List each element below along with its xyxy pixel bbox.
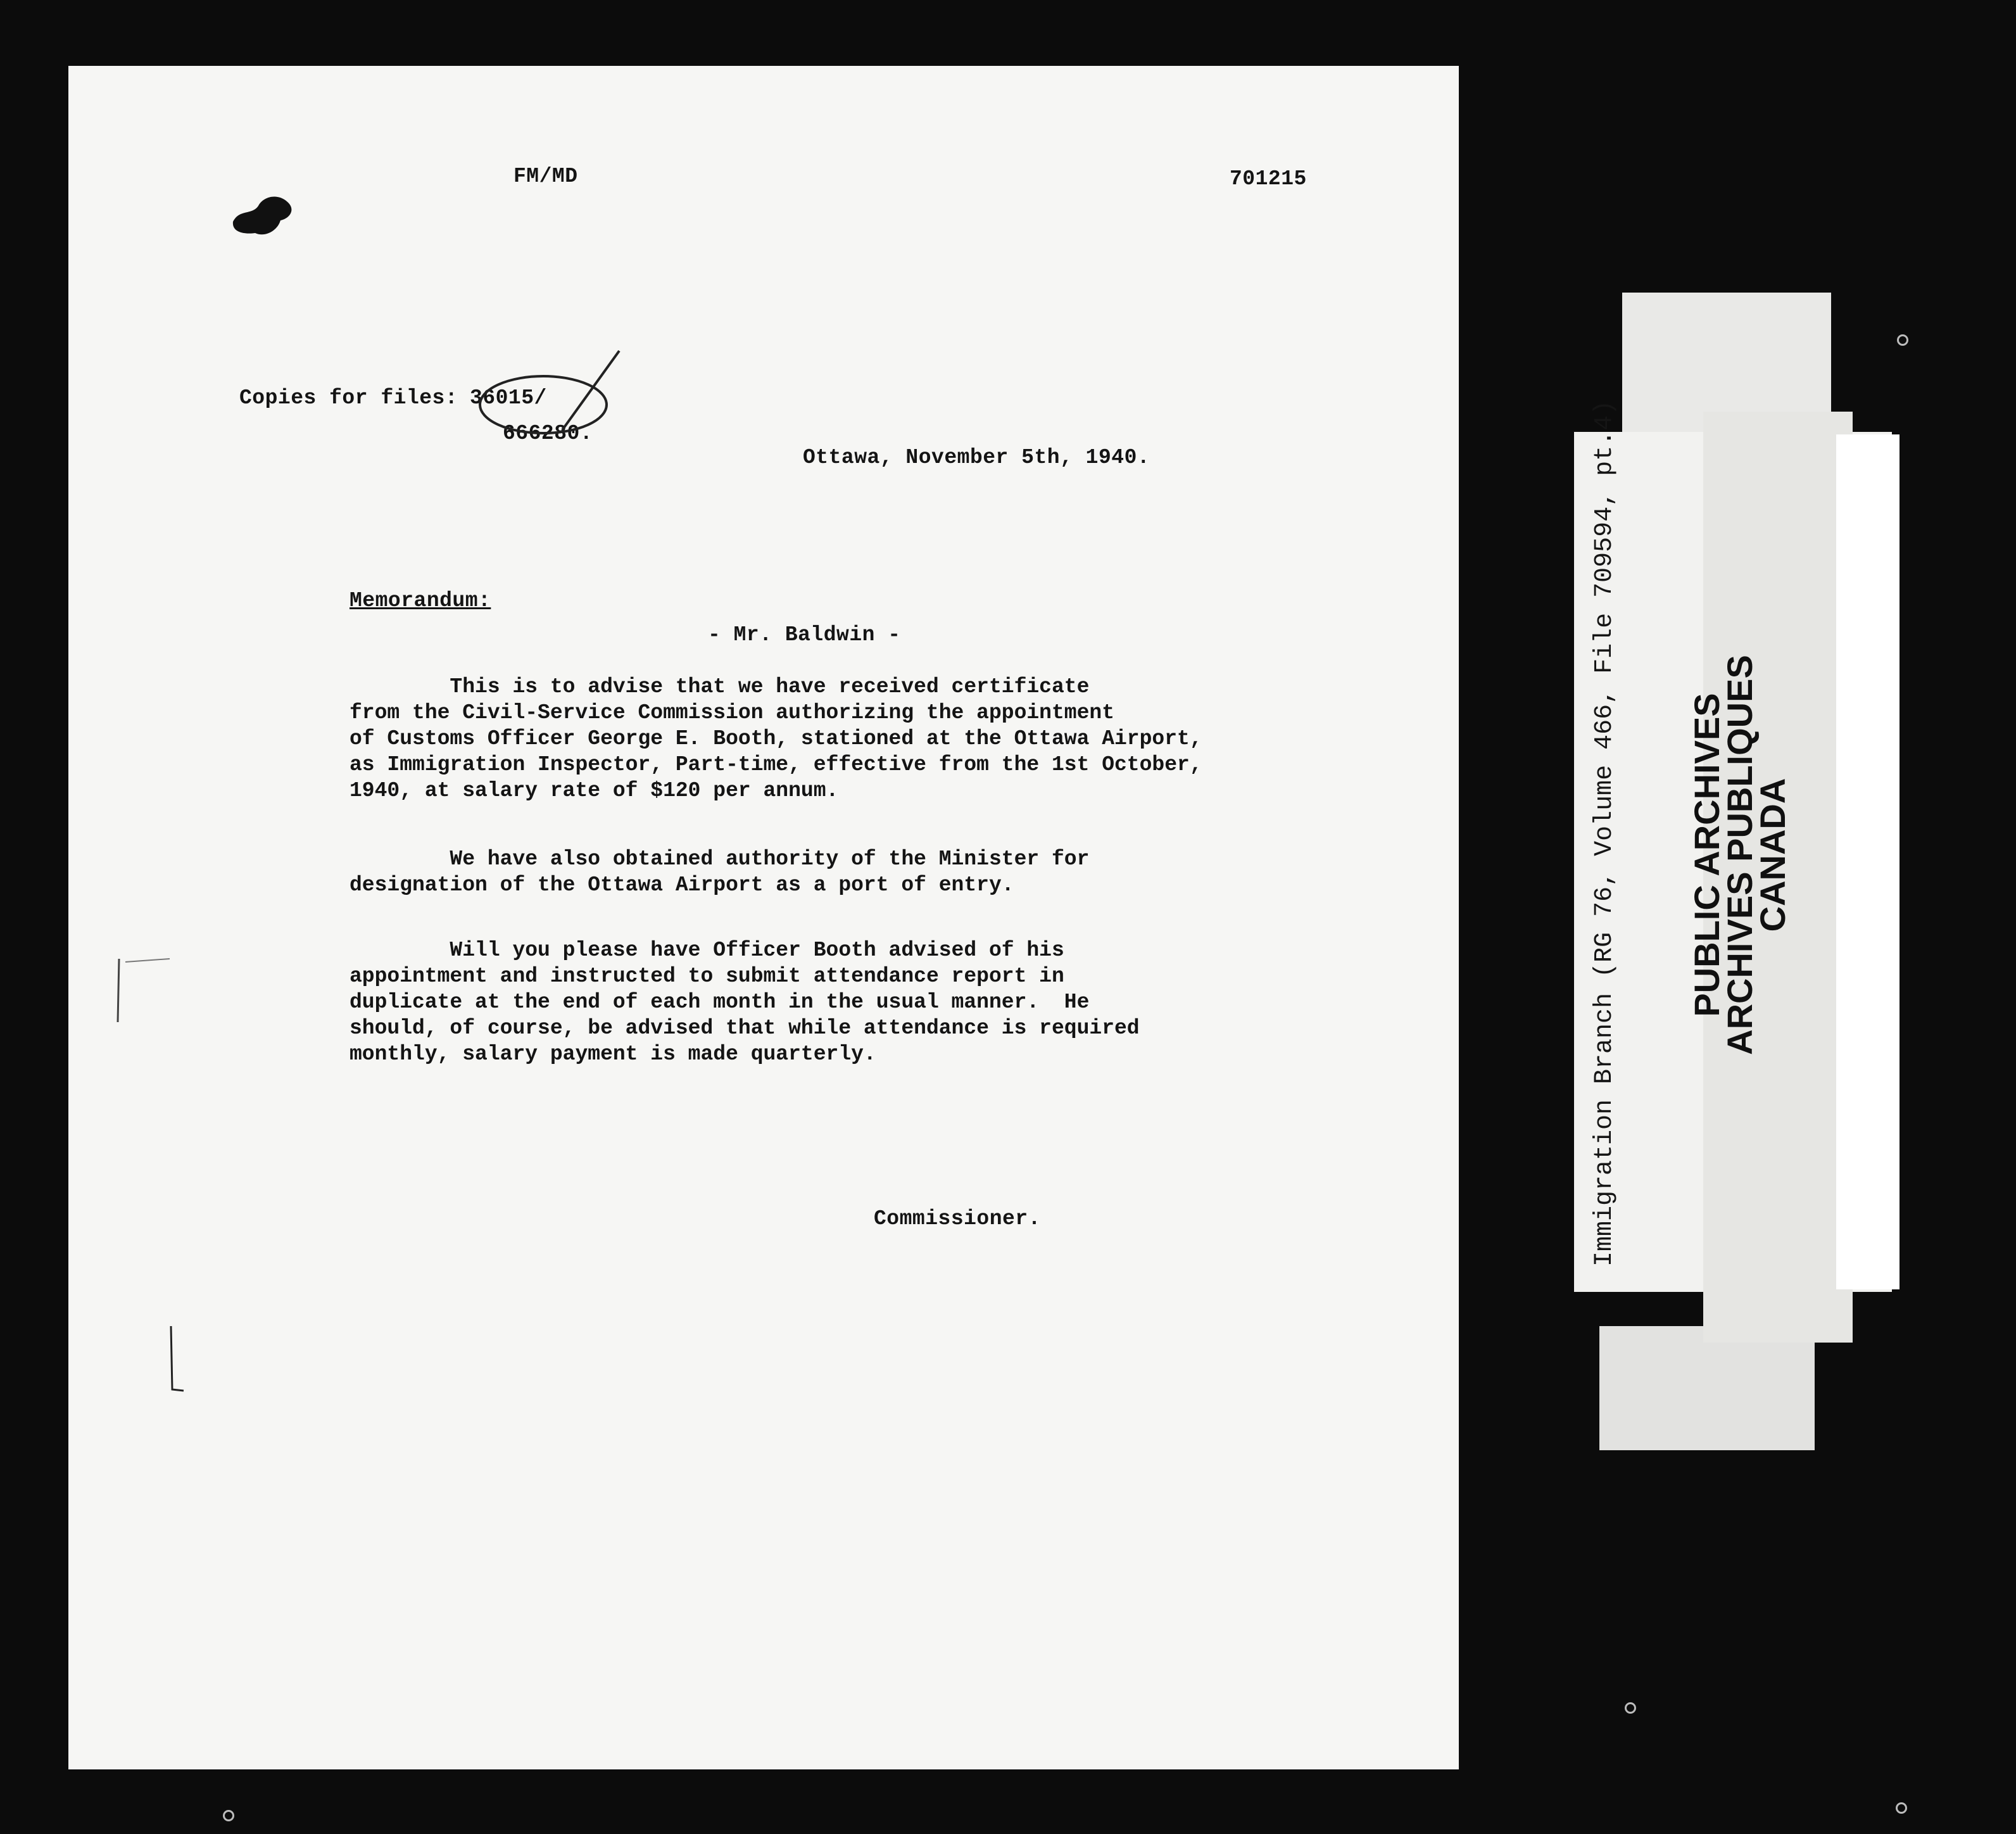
archive-reference-text: Immigration Branch (RG 76, Volume 466, File 709594, pt.4) xyxy=(1591,400,1619,1267)
film-dust-dot xyxy=(1625,1702,1636,1714)
copies-file-number-1: 36015/ xyxy=(470,386,547,410)
handwritten-circle-mark xyxy=(467,345,765,477)
margin-pencil-mark xyxy=(106,933,182,1028)
signature-commissioner: Commissioner. xyxy=(874,1207,1041,1230)
label-tab-bottom xyxy=(1599,1326,1815,1450)
ink-blot-mark xyxy=(227,184,303,241)
header-initials: FM/MD xyxy=(513,165,578,188)
stamp-line-3: CANADA xyxy=(1753,778,1792,932)
stamp-line-2: ARCHIVES PUBLIQUES xyxy=(1720,655,1760,1055)
date-line: Ottawa, November 5th, 1940. xyxy=(803,446,1150,469)
memorandum-heading: Memorandum: xyxy=(350,589,491,612)
stamp-line-1: PUBLIC ARCHIVES xyxy=(1687,693,1727,1017)
copies-for-files-label: Copies for files: xyxy=(239,386,458,410)
film-dust-dot xyxy=(223,1810,234,1821)
copies-file-number-2: 666280. xyxy=(503,422,593,445)
memo-page xyxy=(68,66,1459,1769)
archive-label-glow xyxy=(1836,434,1899,1289)
film-dust-dot xyxy=(1897,334,1908,346)
paragraph-certificate: This is to advise that we have received certificate from the Civil-Service Commission authorizing the appointment of Customs Officer George E. Booth, stationed at the Ottawa Airport, as Immigration Inspector, Part-time, effective from the 1st October, 1940, at salary rate of $120 per annum. xyxy=(350,675,1202,802)
addressee-line: - Mr. Baldwin - xyxy=(708,623,901,647)
margin-bracket-mark xyxy=(163,1320,189,1396)
paragraph-authority: We have also obtained authority of the Minister for designation of the Ottawa Airport as a port of entry. xyxy=(350,847,1090,897)
film-dust-dot xyxy=(1896,1802,1907,1814)
public-archives-stamp xyxy=(1687,633,1792,1077)
paragraph-instructions: Will you please have Officer Booth advised of his appointment and instructed to submit attendance report in duplicate at the end of each month in the usual manner. He should, of course, be advised that while attendance is required monthly, salary payment is made quarterly. xyxy=(350,939,1140,1066)
header-file-number: 701215 xyxy=(1230,167,1307,191)
